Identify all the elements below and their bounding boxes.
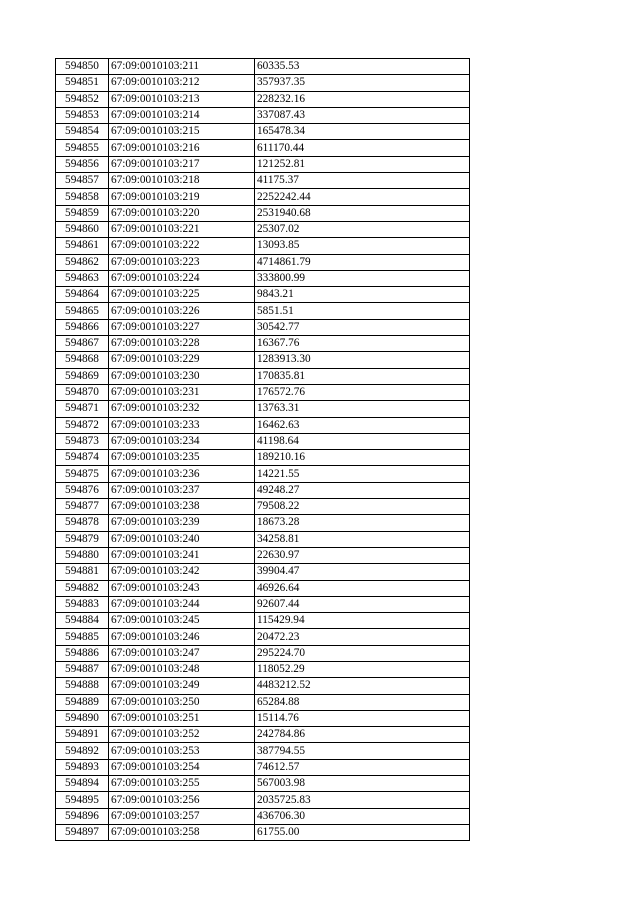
cadastral-value-table <box>55 58 470 841</box>
table-row <box>56 107 470 123</box>
table-row <box>56 629 470 645</box>
row-number-cell: 594881 <box>56 564 109 580</box>
row-number-cell: 594873 <box>56 433 109 449</box>
table-row <box>56 694 470 710</box>
table-row <box>56 189 470 205</box>
cadastral-value-cell: 5851.51 <box>255 303 470 319</box>
cadastral-value-cell: 189210.16 <box>255 450 470 466</box>
row-number-cell: 594875 <box>56 466 109 482</box>
table-row <box>56 678 470 694</box>
table-row <box>56 499 470 515</box>
table-row <box>56 613 470 629</box>
row-number-cell: 594853 <box>56 107 109 123</box>
cadastral-number-cell: 67:09:0010103:239 <box>109 515 255 531</box>
cadastral-value-cell: 170835.81 <box>255 368 470 384</box>
cadastral-number-cell: 67:09:0010103:249 <box>109 678 255 694</box>
cadastral-value-cell: 22630.97 <box>255 547 470 563</box>
table-row <box>56 270 470 286</box>
table-row <box>56 743 470 759</box>
row-number-cell: 594868 <box>56 352 109 368</box>
row-number-cell: 594851 <box>56 75 109 91</box>
cadastral-number-cell: 67:09:0010103:248 <box>109 661 255 677</box>
cadastral-value-cell: 16462.63 <box>255 417 470 433</box>
cadastral-value-cell: 39904.47 <box>255 564 470 580</box>
cadastral-number-cell: 67:09:0010103:253 <box>109 743 255 759</box>
cadastral-number-cell: 67:09:0010103:211 <box>109 59 255 75</box>
row-number-cell: 594874 <box>56 450 109 466</box>
cadastral-value-cell: 333800.99 <box>255 270 470 286</box>
cadastral-number-cell: 67:09:0010103:229 <box>109 352 255 368</box>
cadastral-value-cell: 9843.21 <box>255 287 470 303</box>
table-row <box>56 824 470 840</box>
table-row <box>56 515 470 531</box>
row-number-cell: 594856 <box>56 156 109 172</box>
table-row <box>56 384 470 400</box>
row-number-cell: 594896 <box>56 808 109 824</box>
cadastral-number-cell: 67:09:0010103:226 <box>109 303 255 319</box>
cadastral-value-cell: 4714861.79 <box>255 254 470 270</box>
table-row <box>56 596 470 612</box>
row-number-cell: 594855 <box>56 140 109 156</box>
cadastral-value-cell: 337087.43 <box>255 107 470 123</box>
table-row <box>56 727 470 743</box>
row-number-cell: 594885 <box>56 629 109 645</box>
table-row <box>56 433 470 449</box>
row-number-cell: 594870 <box>56 384 109 400</box>
row-number-cell: 594880 <box>56 547 109 563</box>
cadastral-number-cell: 67:09:0010103:241 <box>109 547 255 563</box>
cadastral-value-cell: 18673.28 <box>255 515 470 531</box>
cadastral-number-cell: 67:09:0010103:224 <box>109 270 255 286</box>
row-number-cell: 594871 <box>56 401 109 417</box>
row-number-cell: 594888 <box>56 678 109 694</box>
table-row <box>56 352 470 368</box>
row-number-cell: 594892 <box>56 743 109 759</box>
cadastral-value-cell: 165478.34 <box>255 124 470 140</box>
cadastral-value-cell: 2035725.83 <box>255 792 470 808</box>
cadastral-number-cell: 67:09:0010103:219 <box>109 189 255 205</box>
cadastral-number-cell: 67:09:0010103:215 <box>109 124 255 140</box>
table-body <box>56 59 470 841</box>
cadastral-number-cell: 67:09:0010103:216 <box>109 140 255 156</box>
table-row <box>56 531 470 547</box>
row-number-cell: 594852 <box>56 91 109 107</box>
cadastral-value-cell: 387794.55 <box>255 743 470 759</box>
table-row <box>56 254 470 270</box>
table-row <box>56 645 470 661</box>
cadastral-number-cell: 67:09:0010103:251 <box>109 710 255 726</box>
row-number-cell: 594889 <box>56 694 109 710</box>
table-row <box>56 661 470 677</box>
cadastral-value-cell: 49248.27 <box>255 482 470 498</box>
table-row <box>56 205 470 221</box>
cadastral-value-cell: 60335.53 <box>255 59 470 75</box>
cadastral-value-cell: 567003.98 <box>255 776 470 792</box>
cadastral-value-cell: 16367.76 <box>255 336 470 352</box>
table-row <box>56 776 470 792</box>
table-row <box>56 759 470 775</box>
cadastral-value-cell: 65284.88 <box>255 694 470 710</box>
cadastral-value-cell: 34258.81 <box>255 531 470 547</box>
table-row <box>56 580 470 596</box>
row-number-cell: 594876 <box>56 482 109 498</box>
cadastral-value-cell: 46926.64 <box>255 580 470 596</box>
cadastral-value-cell: 20472.23 <box>255 629 470 645</box>
table-row <box>56 124 470 140</box>
cadastral-number-cell: 67:09:0010103:247 <box>109 645 255 661</box>
row-number-cell: 594883 <box>56 596 109 612</box>
cadastral-number-cell: 67:09:0010103:254 <box>109 759 255 775</box>
cadastral-number-cell: 67:09:0010103:227 <box>109 319 255 335</box>
row-number-cell: 594860 <box>56 221 109 237</box>
cadastral-value-cell: 2531940.68 <box>255 205 470 221</box>
cadastral-number-cell: 67:09:0010103:243 <box>109 580 255 596</box>
row-number-cell: 594863 <box>56 270 109 286</box>
cadastral-number-cell: 67:09:0010103:238 <box>109 499 255 515</box>
table-row <box>56 140 470 156</box>
cadastral-number-cell: 67:09:0010103:256 <box>109 792 255 808</box>
row-number-cell: 594894 <box>56 776 109 792</box>
cadastral-number-cell: 67:09:0010103:218 <box>109 173 255 189</box>
cadastral-number-cell: 67:09:0010103:231 <box>109 384 255 400</box>
cadastral-value-cell: 115429.94 <box>255 613 470 629</box>
row-number-cell: 594865 <box>56 303 109 319</box>
cadastral-number-cell: 67:09:0010103:232 <box>109 401 255 417</box>
cadastral-number-cell: 67:09:0010103:258 <box>109 824 255 840</box>
cadastral-value-cell: 61755.00 <box>255 824 470 840</box>
cadastral-number-cell: 67:09:0010103:242 <box>109 564 255 580</box>
table-row <box>56 238 470 254</box>
cadastral-value-cell: 14221.55 <box>255 466 470 482</box>
document-page <box>55 58 469 841</box>
cadastral-value-cell: 118052.29 <box>255 661 470 677</box>
table-row <box>56 303 470 319</box>
table-row <box>56 287 470 303</box>
cadastral-number-cell: 67:09:0010103:217 <box>109 156 255 172</box>
cadastral-number-cell: 67:09:0010103:214 <box>109 107 255 123</box>
cadastral-value-cell: 74612.57 <box>255 759 470 775</box>
table-row <box>56 319 470 335</box>
cadastral-number-cell: 67:09:0010103:250 <box>109 694 255 710</box>
cadastral-number-cell: 67:09:0010103:223 <box>109 254 255 270</box>
table-row <box>56 336 470 352</box>
row-number-cell: 594867 <box>56 336 109 352</box>
row-number-cell: 594884 <box>56 613 109 629</box>
cadastral-number-cell: 67:09:0010103:230 <box>109 368 255 384</box>
cadastral-value-cell: 2252242.44 <box>255 189 470 205</box>
cadastral-value-cell: 30542.77 <box>255 319 470 335</box>
table-row <box>56 173 470 189</box>
row-number-cell: 594854 <box>56 124 109 140</box>
row-number-cell: 594886 <box>56 645 109 661</box>
cadastral-value-cell: 436706.30 <box>255 808 470 824</box>
row-number-cell: 594850 <box>56 59 109 75</box>
cadastral-value-cell: 41175.37 <box>255 173 470 189</box>
table-row <box>56 808 470 824</box>
table-row <box>56 547 470 563</box>
cadastral-value-cell: 228232.16 <box>255 91 470 107</box>
row-number-cell: 594862 <box>56 254 109 270</box>
row-number-cell: 594864 <box>56 287 109 303</box>
cadastral-number-cell: 67:09:0010103:233 <box>109 417 255 433</box>
row-number-cell: 594877 <box>56 499 109 515</box>
row-number-cell: 594887 <box>56 661 109 677</box>
cadastral-number-cell: 67:09:0010103:234 <box>109 433 255 449</box>
cadastral-value-cell: 13763.31 <box>255 401 470 417</box>
cadastral-value-cell: 121252.81 <box>255 156 470 172</box>
table-row <box>56 792 470 808</box>
cadastral-number-cell: 67:09:0010103:222 <box>109 238 255 254</box>
table-row <box>56 59 470 75</box>
cadastral-value-cell: 357937.35 <box>255 75 470 91</box>
cadastral-number-cell: 67:09:0010103:236 <box>109 466 255 482</box>
cadastral-number-cell: 67:09:0010103:225 <box>109 287 255 303</box>
cadastral-value-cell: 4483212.52 <box>255 678 470 694</box>
row-number-cell: 594893 <box>56 759 109 775</box>
table-row <box>56 466 470 482</box>
row-number-cell: 594878 <box>56 515 109 531</box>
row-number-cell: 594859 <box>56 205 109 221</box>
cadastral-number-cell: 67:09:0010103:255 <box>109 776 255 792</box>
cadastral-number-cell: 67:09:0010103:213 <box>109 91 255 107</box>
cadastral-value-cell: 92607.44 <box>255 596 470 612</box>
cadastral-number-cell: 67:09:0010103:237 <box>109 482 255 498</box>
cadastral-value-cell: 1283913.30 <box>255 352 470 368</box>
cadastral-value-cell: 15114.76 <box>255 710 470 726</box>
cadastral-number-cell: 67:09:0010103:244 <box>109 596 255 612</box>
cadastral-number-cell: 67:09:0010103:220 <box>109 205 255 221</box>
table-row <box>56 417 470 433</box>
table-row <box>56 91 470 107</box>
row-number-cell: 594895 <box>56 792 109 808</box>
cadastral-value-cell: 295224.70 <box>255 645 470 661</box>
cadastral-number-cell: 67:09:0010103:245 <box>109 613 255 629</box>
cadastral-value-cell: 611170.44 <box>255 140 470 156</box>
cadastral-value-cell: 176572.76 <box>255 384 470 400</box>
cadastral-number-cell: 67:09:0010103:235 <box>109 450 255 466</box>
row-number-cell: 594869 <box>56 368 109 384</box>
cadastral-number-cell: 67:09:0010103:252 <box>109 727 255 743</box>
table-row <box>56 75 470 91</box>
table-row <box>56 450 470 466</box>
cadastral-number-cell: 67:09:0010103:212 <box>109 75 255 91</box>
row-number-cell: 594872 <box>56 417 109 433</box>
cadastral-number-cell: 67:09:0010103:221 <box>109 221 255 237</box>
row-number-cell: 594861 <box>56 238 109 254</box>
row-number-cell: 594866 <box>56 319 109 335</box>
row-number-cell: 594879 <box>56 531 109 547</box>
cadastral-value-cell: 13093.85 <box>255 238 470 254</box>
row-number-cell: 594858 <box>56 189 109 205</box>
row-number-cell: 594882 <box>56 580 109 596</box>
cadastral-value-cell: 41198.64 <box>255 433 470 449</box>
cadastral-number-cell: 67:09:0010103:240 <box>109 531 255 547</box>
row-number-cell: 594890 <box>56 710 109 726</box>
cadastral-value-cell: 79508.22 <box>255 499 470 515</box>
row-number-cell: 594897 <box>56 824 109 840</box>
table-row <box>56 156 470 172</box>
table-row <box>56 482 470 498</box>
row-number-cell: 594857 <box>56 173 109 189</box>
row-number-cell: 594891 <box>56 727 109 743</box>
cadastral-value-cell: 25307.02 <box>255 221 470 237</box>
table-row <box>56 368 470 384</box>
table-row <box>56 221 470 237</box>
table-row <box>56 564 470 580</box>
cadastral-value-cell: 242784.86 <box>255 727 470 743</box>
cadastral-number-cell: 67:09:0010103:228 <box>109 336 255 352</box>
table-row <box>56 710 470 726</box>
table-row <box>56 401 470 417</box>
cadastral-number-cell: 67:09:0010103:257 <box>109 808 255 824</box>
cadastral-number-cell: 67:09:0010103:246 <box>109 629 255 645</box>
